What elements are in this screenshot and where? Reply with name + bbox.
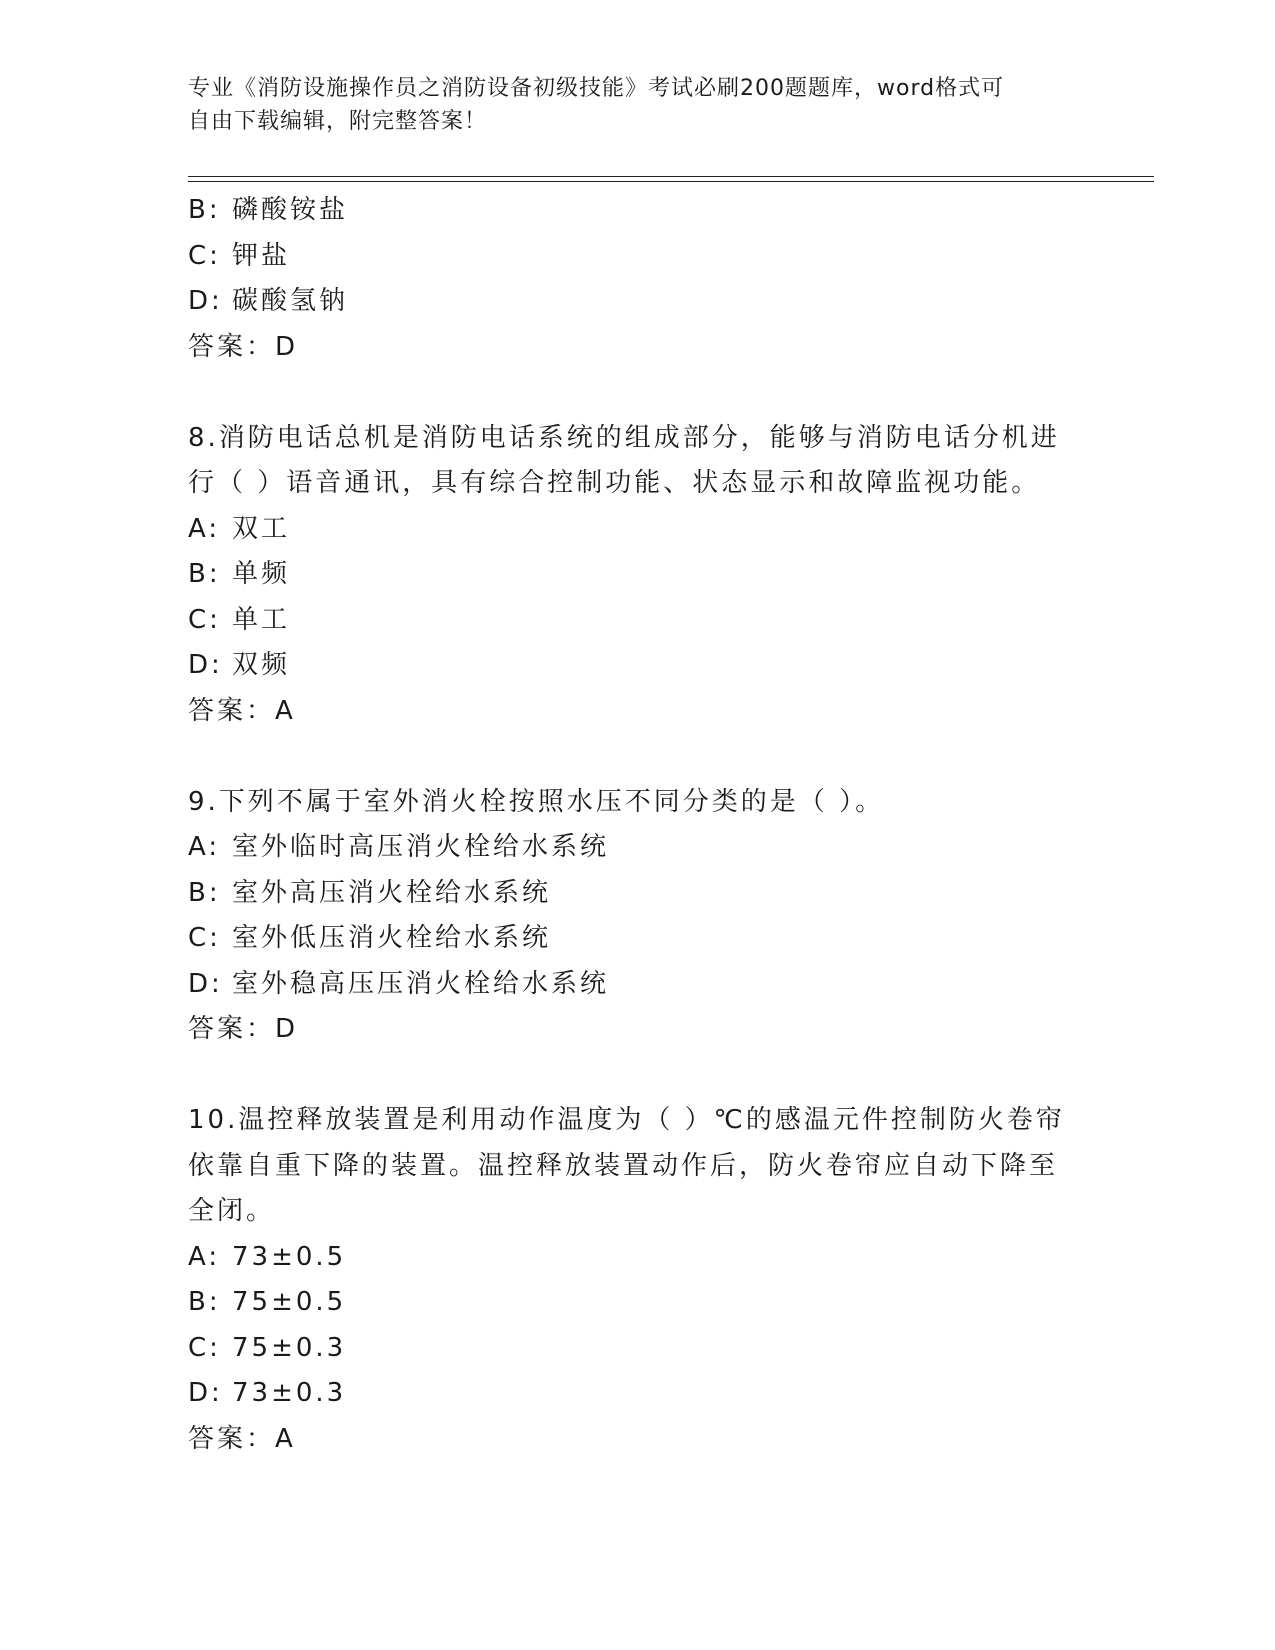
question-8: [188, 416, 1088, 735]
option-d: D: 碳酸氢钠: [188, 286, 349, 316]
question-stem: 依靠自重下降的装置。温控释放装置动作后，防火卷帘应自动下降至: [188, 1150, 1059, 1181]
header-rule-top: [188, 176, 1154, 177]
answer: 答案：D: [188, 331, 299, 362]
option-b: B: 单频: [188, 559, 291, 589]
question-7-continuation: [188, 188, 1088, 370]
answer: 答案：A: [188, 1423, 296, 1454]
option-a: A: 室外临时高压消火栓给水系统: [188, 832, 610, 862]
question-content: [188, 188, 1088, 1462]
option-b: B: 室外高压消火栓给水系统: [188, 877, 552, 908]
option-b: B: 75±0.5: [188, 1287, 347, 1317]
option-b: B: 磷酸铵盐: [188, 195, 349, 225]
header-line-2: 自由下载编辑，附完整答案！: [188, 109, 488, 134]
option-c: C: 单工: [188, 604, 291, 635]
option-c: C: 室外低压消火栓给水系统: [188, 923, 552, 953]
question-stem: 全闭。: [188, 1196, 276, 1226]
answer: 答案：D: [188, 1014, 299, 1044]
header-rule-bottom: [188, 181, 1154, 182]
document-header: [188, 72, 1068, 138]
option-a: A: 73±0.5: [188, 1241, 347, 1272]
option-a: A: 双工: [188, 513, 291, 544]
header-line-1: 专业《消防设施操作员之消防设备初级技能》考试必刷200题题库，word格式可: [188, 76, 1005, 101]
question-9: [188, 780, 1088, 1053]
question-stem: 行（ ）语音通讯，具有综合控制功能、状态显示和故障监视功能。: [188, 468, 1041, 498]
question-stem: 10.温控释放装置是利用动作温度为（ ）℃的感温元件控制防火卷帘: [188, 1105, 1065, 1135]
question-stem: 8.消防电话总机是消防电话系统的组成部分，能够与消防电话分机进: [188, 422, 1060, 453]
option-c: C: 钾盐: [188, 240, 291, 271]
option-c: C: 75±0.3: [188, 1332, 347, 1363]
question-10: [188, 1098, 1088, 1462]
question-stem: 9.下列不属于室外消火栓按照水压不同分类的是（ ）。: [188, 786, 885, 817]
option-d: D: 室外稳高压压消火栓给水系统: [188, 968, 610, 999]
option-d: D: 双频: [188, 650, 291, 680]
answer: 答案：A: [188, 695, 296, 726]
option-d: D: 73±0.3: [188, 1378, 347, 1408]
